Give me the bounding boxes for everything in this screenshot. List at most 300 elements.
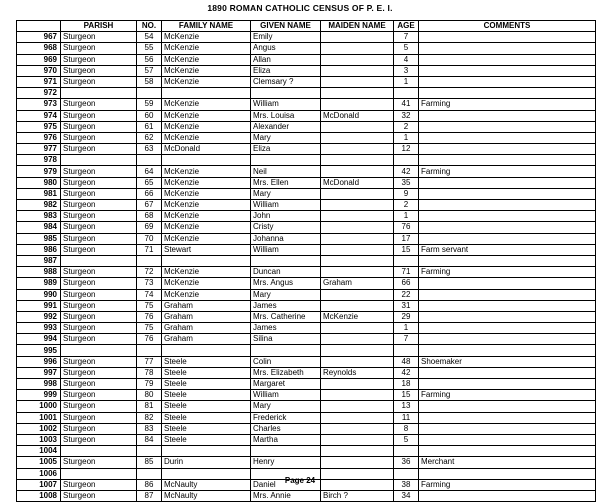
cell-maiden-name	[321, 457, 394, 468]
cell-family-name: McKenzie	[162, 32, 251, 43]
cell-given-name	[251, 255, 321, 266]
cell-given-name: James	[251, 300, 321, 311]
table-row	[17, 233, 596, 244]
cell-parish: Sturgeon	[61, 65, 137, 76]
cell-comments	[419, 289, 596, 300]
cell-record-number: 977	[17, 144, 61, 155]
cell-no: 87	[137, 490, 162, 501]
cell-parish: Sturgeon	[61, 323, 137, 334]
cell-age: 4	[394, 54, 419, 65]
cell-given-name	[251, 345, 321, 356]
cell-given-name: Emily	[251, 32, 321, 43]
cell-family-name: McKenzie	[162, 267, 251, 278]
cell-no: 82	[137, 412, 162, 423]
cell-record-number: 999	[17, 390, 61, 401]
table-row	[17, 323, 596, 334]
cell-age: 22	[394, 289, 419, 300]
column-header-given-name: GIVEN NAME	[251, 21, 321, 32]
cell-family-name: McKenzie	[162, 188, 251, 199]
cell-comments: Farm servant	[419, 244, 596, 255]
cell-family-name: McKenzie	[162, 177, 251, 188]
cell-given-name: Eliza	[251, 65, 321, 76]
cell-record-number: 967	[17, 32, 61, 43]
table-row	[17, 32, 596, 43]
cell-family-name: Stewart	[162, 244, 251, 255]
cell-age: 71	[394, 267, 419, 278]
cell-family-name	[162, 446, 251, 457]
cell-family-name: Graham	[162, 311, 251, 322]
cell-maiden-name	[321, 188, 394, 199]
cell-parish: Sturgeon	[61, 188, 137, 199]
cell-record-number: 998	[17, 379, 61, 390]
cell-given-name: Neil	[251, 166, 321, 177]
cell-comments: Farming	[419, 479, 596, 490]
cell-age: 15	[394, 244, 419, 255]
table-row	[17, 289, 596, 300]
cell-comments	[419, 132, 596, 143]
cell-no: 54	[137, 32, 162, 43]
cell-parish: Sturgeon	[61, 300, 137, 311]
cell-given-name: Alexander	[251, 121, 321, 132]
cell-parish: Sturgeon	[61, 390, 137, 401]
cell-maiden-name	[321, 155, 394, 166]
cell-comments	[419, 367, 596, 378]
cell-age: 1	[394, 323, 419, 334]
cell-comments	[419, 65, 596, 76]
cell-parish: Sturgeon	[61, 54, 137, 65]
table-row	[17, 423, 596, 434]
cell-maiden-name	[321, 144, 394, 155]
cell-parish: Sturgeon	[61, 412, 137, 423]
cell-age	[394, 345, 419, 356]
column-header-record-number	[17, 21, 61, 32]
table-row	[17, 132, 596, 143]
cell-age: 41	[394, 99, 419, 110]
cell-maiden-name	[321, 446, 394, 457]
table-row	[17, 144, 596, 155]
cell-comments	[419, 43, 596, 54]
cell-given-name: William	[251, 99, 321, 110]
cell-maiden-name	[321, 200, 394, 211]
column-header-comments: COMMENTS	[419, 21, 596, 32]
column-header-family-name: FAMILY NAME	[162, 21, 251, 32]
column-header-parish: PARISH	[61, 21, 137, 32]
cell-age	[394, 88, 419, 99]
cell-family-name: McKenzie	[162, 233, 251, 244]
cell-no: 75	[137, 323, 162, 334]
cell-no: 58	[137, 76, 162, 87]
cell-comments	[419, 446, 596, 457]
cell-no: 69	[137, 222, 162, 233]
cell-record-number: 986	[17, 244, 61, 255]
cell-record-number: 970	[17, 65, 61, 76]
cell-age: 7	[394, 32, 419, 43]
cell-parish: Sturgeon	[61, 121, 137, 132]
cell-given-name: Margaret	[251, 379, 321, 390]
cell-given-name: Daniel	[251, 479, 321, 490]
cell-record-number: 993	[17, 323, 61, 334]
cell-no: 63	[137, 144, 162, 155]
table-row	[17, 88, 596, 99]
cell-record-number: 982	[17, 200, 61, 211]
cell-record-number: 1001	[17, 412, 61, 423]
cell-family-name: Steele	[162, 412, 251, 423]
table-row	[17, 222, 596, 233]
cell-comments	[419, 200, 596, 211]
page-title: 1890 ROMAN CATHOLIC CENSUS OF P. E. I.	[207, 3, 393, 13]
table-row	[17, 65, 596, 76]
table-row	[17, 446, 596, 457]
cell-no: 70	[137, 233, 162, 244]
cell-given-name	[251, 446, 321, 457]
cell-family-name: McKenzie	[162, 211, 251, 222]
table-row	[17, 76, 596, 87]
cell-no: 65	[137, 177, 162, 188]
cell-family-name: McKenzie	[162, 200, 251, 211]
cell-no	[137, 345, 162, 356]
cell-record-number: 992	[17, 311, 61, 322]
cell-age: 34	[394, 490, 419, 501]
cell-parish	[61, 255, 137, 266]
cell-family-name	[162, 255, 251, 266]
cell-no: 55	[137, 43, 162, 54]
cell-age: 7	[394, 334, 419, 345]
cell-family-name: McKenzie	[162, 289, 251, 300]
cell-record-number: 981	[17, 188, 61, 199]
cell-age	[394, 446, 419, 457]
cell-parish	[61, 88, 137, 99]
cell-age: 1	[394, 132, 419, 143]
cell-comments	[419, 334, 596, 345]
cell-given-name: William	[251, 200, 321, 211]
cell-record-number: 979	[17, 166, 61, 177]
cell-maiden-name	[321, 121, 394, 132]
cell-comments	[419, 278, 596, 289]
cell-comments	[419, 222, 596, 233]
cell-age: 36	[394, 457, 419, 468]
cell-record-number: 983	[17, 211, 61, 222]
cell-maiden-name	[321, 233, 394, 244]
cell-family-name: Steele	[162, 367, 251, 378]
cell-no: 64	[137, 166, 162, 177]
table-row	[17, 99, 596, 110]
cell-parish: Sturgeon	[61, 177, 137, 188]
cell-age: 2	[394, 121, 419, 132]
cell-maiden-name	[321, 267, 394, 278]
cell-given-name: Mrs. Annie	[251, 490, 321, 501]
header-row	[17, 21, 596, 32]
cell-age: 35	[394, 177, 419, 188]
cell-no: 62	[137, 132, 162, 143]
cell-family-name: McKenzie	[162, 110, 251, 121]
cell-record-number: 996	[17, 356, 61, 367]
cell-family-name: Graham	[162, 323, 251, 334]
cell-maiden-name	[321, 32, 394, 43]
cell-given-name: William	[251, 244, 321, 255]
table-row	[17, 334, 596, 345]
table-row	[17, 121, 596, 132]
cell-comments: Farming	[419, 99, 596, 110]
cell-age: 9	[394, 188, 419, 199]
cell-age: 32	[394, 110, 419, 121]
cell-parish: Sturgeon	[61, 211, 137, 222]
cell-given-name: Frederick	[251, 412, 321, 423]
cell-comments	[419, 401, 596, 412]
cell-no	[137, 255, 162, 266]
table-row	[17, 110, 596, 121]
cell-given-name: Mrs. Catherine	[251, 311, 321, 322]
cell-age	[394, 255, 419, 266]
cell-record-number: 973	[17, 99, 61, 110]
cell-no: 56	[137, 54, 162, 65]
cell-parish: Sturgeon	[61, 233, 137, 244]
cell-age: 15	[394, 390, 419, 401]
cell-family-name: McKenzie	[162, 132, 251, 143]
cell-parish: Sturgeon	[61, 334, 137, 345]
cell-parish: Sturgeon	[61, 166, 137, 177]
cell-maiden-name	[321, 76, 394, 87]
cell-comments	[419, 434, 596, 445]
cell-parish: Sturgeon	[61, 379, 137, 390]
cell-maiden-name	[321, 43, 394, 54]
cell-maiden-name	[321, 54, 394, 65]
cell-age: 42	[394, 166, 419, 177]
cell-comments	[419, 88, 596, 99]
cell-no: 81	[137, 401, 162, 412]
census-body	[17, 32, 596, 502]
cell-family-name: Graham	[162, 300, 251, 311]
table-row	[17, 300, 596, 311]
cell-parish: Sturgeon	[61, 490, 137, 501]
cell-family-name	[162, 155, 251, 166]
cell-maiden-name	[321, 434, 394, 445]
table-row	[17, 412, 596, 423]
cell-family-name: McKenzie	[162, 54, 251, 65]
cell-record-number: 1000	[17, 401, 61, 412]
cell-family-name: McKenzie	[162, 121, 251, 132]
table-row	[17, 244, 596, 255]
cell-no: 77	[137, 356, 162, 367]
cell-parish: Sturgeon	[61, 222, 137, 233]
cell-maiden-name: Birch ?	[321, 490, 394, 501]
cell-comments	[419, 144, 596, 155]
cell-comments	[419, 233, 596, 244]
table-row	[17, 54, 596, 65]
cell-age: 8	[394, 423, 419, 434]
cell-comments	[419, 323, 596, 334]
cell-record-number: 988	[17, 267, 61, 278]
cell-age: 2	[394, 200, 419, 211]
cell-maiden-name	[321, 300, 394, 311]
cell-given-name: Mrs. Louisa	[251, 110, 321, 121]
cell-no: 67	[137, 200, 162, 211]
cell-parish: Sturgeon	[61, 200, 137, 211]
cell-family-name	[162, 88, 251, 99]
cell-age: 1	[394, 211, 419, 222]
cell-no: 76	[137, 311, 162, 322]
cell-family-name: McNaulty	[162, 479, 251, 490]
cell-record-number: 1007	[17, 479, 61, 490]
cell-record-number: 974	[17, 110, 61, 121]
cell-comments	[419, 211, 596, 222]
cell-family-name: Durin	[162, 457, 251, 468]
cell-record-number: 995	[17, 345, 61, 356]
cell-age: 5	[394, 43, 419, 54]
cell-given-name: Mrs. Ellen	[251, 177, 321, 188]
cell-maiden-name	[321, 88, 394, 99]
table-row	[17, 367, 596, 378]
cell-age: 31	[394, 300, 419, 311]
cell-maiden-name	[321, 244, 394, 255]
cell-comments	[419, 32, 596, 43]
cell-maiden-name	[321, 401, 394, 412]
cell-parish: Sturgeon	[61, 267, 137, 278]
cell-maiden-name	[321, 211, 394, 222]
cell-record-number: 984	[17, 222, 61, 233]
cell-comments: Farming	[419, 267, 596, 278]
table-row	[17, 401, 596, 412]
cell-given-name: Charles	[251, 423, 321, 434]
cell-comments	[419, 188, 596, 199]
cell-parish: Sturgeon	[61, 423, 137, 434]
cell-record-number: 980	[17, 177, 61, 188]
cell-given-name: Silina	[251, 334, 321, 345]
table-row	[17, 356, 596, 367]
cell-no: 68	[137, 211, 162, 222]
cell-given-name: Angus	[251, 43, 321, 54]
cell-maiden-name: Reynolds	[321, 367, 394, 378]
cell-no: 79	[137, 379, 162, 390]
cell-comments	[419, 110, 596, 121]
cell-family-name: Steele	[162, 379, 251, 390]
cell-maiden-name: McKenzie	[321, 311, 394, 322]
cell-comments	[419, 412, 596, 423]
cell-no: 61	[137, 121, 162, 132]
cell-comments	[419, 345, 596, 356]
cell-comments	[419, 177, 596, 188]
cell-comments	[419, 490, 596, 501]
cell-given-name: Mary	[251, 188, 321, 199]
table-row	[17, 200, 596, 211]
table-row	[17, 177, 596, 188]
cell-given-name: Mary	[251, 401, 321, 412]
cell-given-name: Martha	[251, 434, 321, 445]
cell-record-number: 969	[17, 54, 61, 65]
cell-comments: Farming	[419, 166, 596, 177]
census-table	[16, 20, 596, 502]
cell-maiden-name	[321, 390, 394, 401]
cell-no: 66	[137, 188, 162, 199]
table-row	[17, 434, 596, 445]
cell-parish: Sturgeon	[61, 43, 137, 54]
cell-age: 3	[394, 65, 419, 76]
cell-age: 11	[394, 412, 419, 423]
cell-maiden-name	[321, 323, 394, 334]
cell-maiden-name: McDonald	[321, 177, 394, 188]
cell-given-name: Cristy	[251, 222, 321, 233]
cell-record-number: 991	[17, 300, 61, 311]
table-row	[17, 345, 596, 356]
cell-given-name: John	[251, 211, 321, 222]
table-row	[17, 255, 596, 266]
cell-no: 59	[137, 99, 162, 110]
cell-given-name: Clemsary ?	[251, 76, 321, 87]
cell-family-name: McKenzie	[162, 76, 251, 87]
cell-comments	[419, 423, 596, 434]
cell-no: 78	[137, 367, 162, 378]
cell-age: 66	[394, 278, 419, 289]
column-header-maiden-name: MAIDEN NAME	[321, 21, 394, 32]
cell-parish: Sturgeon	[61, 144, 137, 155]
cell-no: 57	[137, 65, 162, 76]
cell-given-name: Colin	[251, 356, 321, 367]
cell-maiden-name	[321, 222, 394, 233]
cell-family-name: Steele	[162, 423, 251, 434]
cell-age: 38	[394, 479, 419, 490]
cell-comments	[419, 255, 596, 266]
cell-age: 5	[394, 434, 419, 445]
cell-parish	[61, 155, 137, 166]
cell-comments	[419, 155, 596, 166]
cell-record-number: 987	[17, 255, 61, 266]
cell-parish: Sturgeon	[61, 110, 137, 121]
cell-maiden-name	[321, 99, 394, 110]
cell-family-name: McKenzie	[162, 99, 251, 110]
cell-comments	[419, 121, 596, 132]
cell-record-number: 976	[17, 132, 61, 143]
cell-record-number: 994	[17, 334, 61, 345]
cell-parish: Sturgeon	[61, 401, 137, 412]
cell-age: 1	[394, 76, 419, 87]
cell-parish: Sturgeon	[61, 479, 137, 490]
cell-given-name: Henry	[251, 457, 321, 468]
cell-age: 18	[394, 379, 419, 390]
cell-no: 76	[137, 334, 162, 345]
cell-parish: Sturgeon	[61, 311, 137, 322]
cell-parish: Sturgeon	[61, 99, 137, 110]
table-row	[17, 311, 596, 322]
cell-maiden-name	[321, 412, 394, 423]
cell-age: 76	[394, 222, 419, 233]
cell-given-name: Eliza	[251, 144, 321, 155]
cell-family-name: McKenzie	[162, 166, 251, 177]
cell-no: 73	[137, 278, 162, 289]
cell-record-number: 975	[17, 121, 61, 132]
cell-age: 17	[394, 233, 419, 244]
cell-comments	[419, 311, 596, 322]
cell-family-name: Steele	[162, 434, 251, 445]
table-row	[17, 166, 596, 177]
cell-record-number: 985	[17, 233, 61, 244]
cell-comments	[419, 300, 596, 311]
table-row	[17, 43, 596, 54]
cell-no: 84	[137, 434, 162, 445]
cell-family-name: McDonald	[162, 144, 251, 155]
cell-record-number: 1006	[17, 468, 61, 479]
cell-parish: Sturgeon	[61, 457, 137, 468]
cell-family-name: Steele	[162, 390, 251, 401]
cell-no	[137, 88, 162, 99]
cell-record-number: 997	[17, 367, 61, 378]
cell-comments: Shoemaker	[419, 356, 596, 367]
cell-age	[394, 155, 419, 166]
cell-comments	[419, 54, 596, 65]
cell-family-name: Graham	[162, 334, 251, 345]
cell-maiden-name	[321, 334, 394, 345]
cell-family-name: Steele	[162, 401, 251, 412]
column-header-no: NO.	[137, 21, 162, 32]
cell-parish: Sturgeon	[61, 76, 137, 87]
